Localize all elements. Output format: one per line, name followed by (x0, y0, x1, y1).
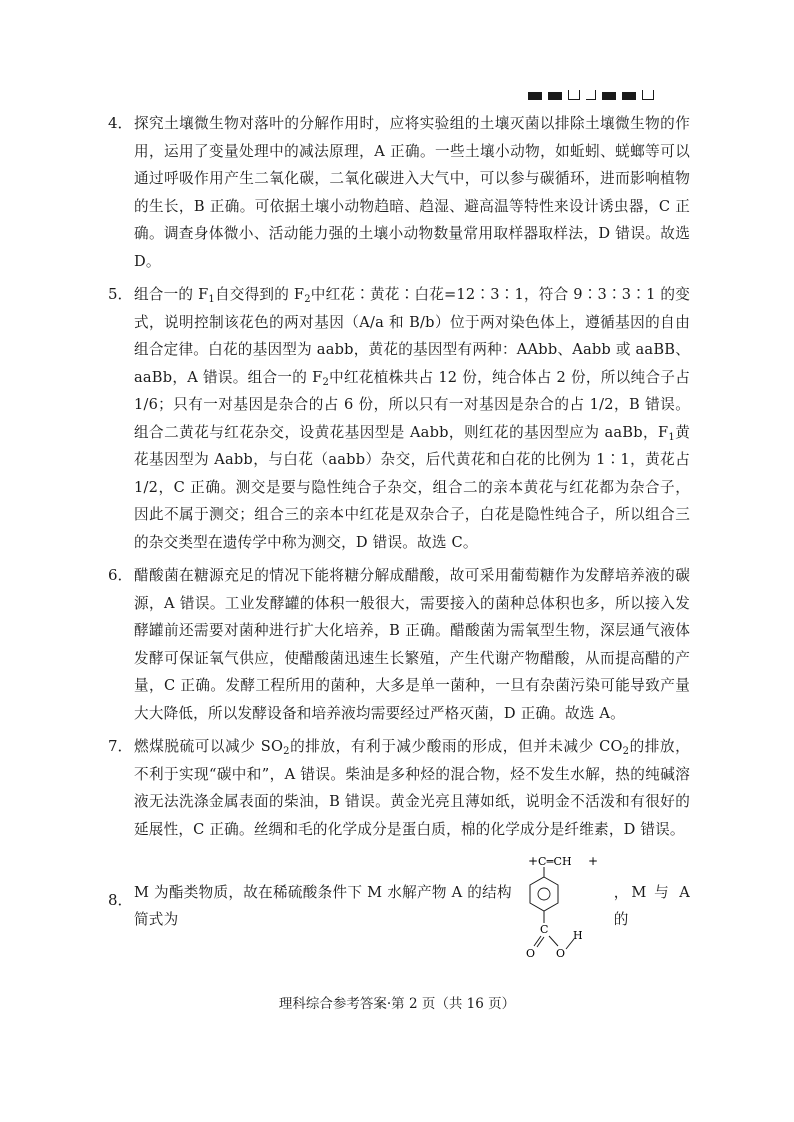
question-text: M 为酯类物质，故在稀硫酸条件下 M 水解产物 A 的结构简式为 + C═CH + C O O H ，M 与 A 的 (134, 851, 690, 961)
question-5 (108, 281, 690, 556)
marker-block (602, 92, 616, 100)
header-marker (528, 90, 654, 100)
marker-open (642, 90, 654, 100)
hydroxyl-oxygen: O (555, 947, 566, 960)
bond-line (534, 936, 541, 946)
question-number: 8． (108, 891, 133, 909)
structural-formula (518, 851, 608, 961)
polymer-bracket-left: + (527, 854, 539, 868)
page-footer: 理科综合参考答案·第 2 页（共 16 页） (278, 996, 516, 1012)
benzene-ring (530, 877, 558, 911)
question-8 (108, 851, 690, 961)
question-number: 5． (108, 285, 133, 303)
question-text: 探究土壤微生物对落叶的分解作用时，应将实验组的土壤灭菌以排除土壤微生物的作用，运用了变量处理中的减法原理，A 正确。一些土壤小动物，如蚯蚓、蜣螂等可以通过呼吸作用产生二氧化碳，二氧化碳进入大气中，可以参与碳循环，进而影响植物的生长，B 正确。可依据土壤小动物趋暗、趋湿、避高温等特性来设计诱虫器，C 正确。调查身体微小、活动能力强的土壤小动物数量常用取样器取样法，D 错误。故选 D。 (134, 115, 690, 270)
question-6 (108, 562, 690, 727)
marker-block (528, 92, 542, 100)
question-7 (108, 733, 690, 843)
chain-label: C═CH (537, 855, 572, 868)
question-text: 醋酸菌在糖源充足的情况下能将糖分解成醋酸，故可采用葡萄糖作为发酵培养液的碳源，A 错误。工业发酵罐的体积一般很大，需要接入的菌种总体积也多，所以接入发酵罐前还需要对菌种进行扩大化培养，B 正确。醋酸菌为需氧型生物，深层通气液体发酵可保证氧气供应，使醋酸菌迅速生长繁殖，产生代谢产物醋酸，从而提高醋的产量，C 正确。发酵工程所用的菌种，大多是单一菌种，一旦有杂菌污染可能导致产量大大降低，所以发酵设备和培养液均需要经过严格灭菌，D 正确。故选 A。 (134, 567, 690, 722)
marker-block (548, 92, 562, 100)
benzene-circle (538, 888, 550, 900)
question-number: 7． (108, 737, 133, 755)
marker-open (568, 90, 580, 100)
carbonyl-oxygen: O (525, 947, 536, 960)
marker-corner (586, 90, 596, 100)
bond-line (549, 936, 558, 946)
polymer-bracket-right: + (587, 854, 599, 868)
bond-line (537, 937, 544, 947)
carbon-label: C (539, 923, 549, 936)
question-number: 6． (108, 566, 133, 584)
marker-block (622, 92, 636, 100)
answer-content (108, 110, 690, 967)
hydrogen-label: H (572, 929, 583, 942)
question-text: 燃煤脱硫可以减少 $SO_2$的排放，有利于减少酸雨的形成，但并未减少 $CO_2$的排放，不利于实现“碳中和”，A 错误。柴油是多种烃的混合物，烃不发生水解，热的纯碱溶液无法洗涤金属表面的柴油，B 错误。黄金光亮且薄如纸，说明金不活泼和有很好的延展性，C 正确。丝绸和毛的化学成分是蛋白质，棉的化学成分是纤维素，D 错误。 (134, 738, 690, 838)
question-number: 4． (108, 114, 133, 132)
question-4 (108, 110, 690, 275)
question-text: 组合一的 $F_1$自交得到的 $F_2$中红花∶黄花∶白花=12∶3∶1，符合 9∶3∶3∶1 的变式，说明控制该花色的两对基因（A/a 和 B/b）位于两对染色体上，遵循基因的自由组合定律。白花的基因型为 aabb，黄花的基因型有两种：AAbb、Aabb 或 aaBB、aaBb，A 错误。组合一的 $F_2$中红花植株共占 12 份，纯合体占 2 份，所以纯合子占 1/6；只有一对基因是杂合的占 6 份，所以只有一对基因是杂合的占 1/2，B 错误。组合二黄花与红花杂交，设黄花基因型是 Aabb，则红花的基因型应为 aaBb，$F_1$黄花基因型为 Aabb，与白花（aabb）杂交，后代黄花和白花的比例为 1∶1，黄花占 1/2，C 正确。测交是要与隐性纯合子杂交，组合二的亲本黄花与红花都为杂合子，因此不属于测交；组合三的亲本中红花是双杂合子，白花是隐性纯合子，所以组合三的杂交类型在遗传学中称为测交，D 错误。故选 C。 (134, 286, 691, 551)
